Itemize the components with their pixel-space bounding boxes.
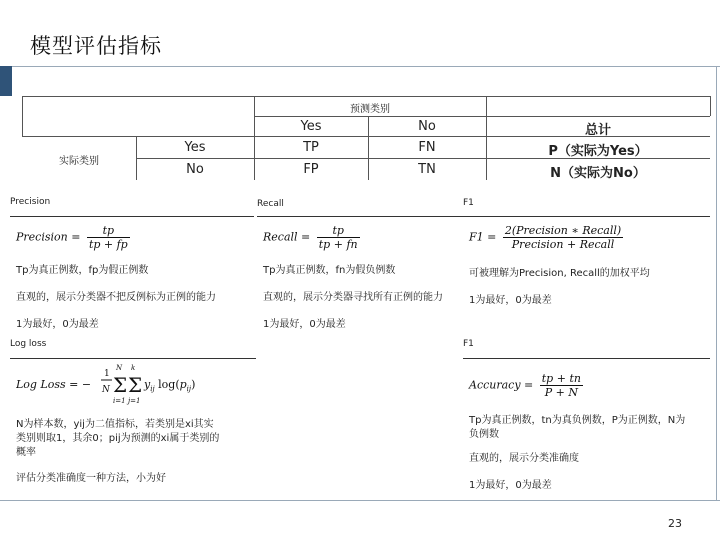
- recall-denominator: tp + fn: [318, 238, 358, 251]
- svg-text:Σ: Σ: [113, 373, 128, 397]
- logloss-rule: [10, 358, 256, 359]
- cell-total-no: N（实际为No）: [550, 166, 646, 181]
- cell-fn: FN: [418, 140, 436, 155]
- cell-tn: TN: [418, 162, 436, 177]
- f1-numerator: 2(Precision ∗ Recall): [504, 224, 622, 237]
- header-divider: [0, 66, 720, 67]
- svg-text:N: N: [102, 385, 110, 395]
- f1-denominator: Precision + Recall: [511, 238, 615, 251]
- accent-bar: [0, 66, 12, 96]
- recall-numerator: tp: [317, 224, 360, 238]
- accuracy-note-1: Tp为真正例数，tn为真负例数，P为正例数，N为: [469, 415, 686, 426]
- accuracy-formula-lhs: Accuracy =: [469, 378, 534, 392]
- logloss-label: Log loss: [10, 339, 47, 349]
- recall-note-3: 1为最好，0为最差: [263, 319, 346, 330]
- svg-text:j=1: j=1: [128, 397, 141, 405]
- f1-formula-lhs: F1 =: [469, 230, 497, 244]
- footer-divider: [0, 500, 720, 501]
- logloss-note-2: 类别则取1，其余0；pij为预测的xi属于类别的: [16, 433, 220, 444]
- recall-formula: [263, 224, 360, 251]
- row-yes-header: Yes: [184, 140, 206, 155]
- accuracy-rule: [463, 358, 710, 359]
- precision-label: Precision: [10, 197, 51, 207]
- accuracy-note-3: 直观的，展示分类准确度: [469, 453, 579, 464]
- f1-note-2: 1为最好，0为最差: [469, 295, 552, 306]
- page-number: 23: [668, 517, 682, 530]
- svg-text:yij log(pij): $y_{ij}$ $\log(p_{ij})$: [144, 378, 196, 393]
- accuracy-note-4: 1为最好，0为最差: [469, 480, 552, 491]
- cell-total-yes: P（实际为Yes）: [548, 144, 648, 159]
- col-no-header: No: [418, 119, 436, 134]
- recall-rule: [257, 216, 463, 217]
- recall-formula-lhs: Recall =: [263, 230, 311, 244]
- precision-note-2: 直观的，展示分类器不把反例标为正例的能力: [16, 292, 216, 303]
- svg-text:1: 1: [104, 369, 110, 379]
- accuracy-numerator: tp + tn: [541, 372, 581, 385]
- recall-label: Recall: [257, 199, 284, 209]
- svg-text:i=1: i=1: [113, 397, 126, 405]
- f1-rule: [463, 216, 710, 217]
- logloss-note-1: N为样本数，yij为二值指标，若类别是xi其实: [16, 419, 214, 430]
- svg-text:N: N: [116, 364, 123, 372]
- page-title: 模型评估指标: [30, 34, 162, 58]
- accuracy-label: F1: [463, 339, 474, 349]
- f1-label: F1: [463, 198, 474, 208]
- col-total-header: 总计: [584, 123, 611, 138]
- precision-denominator: tp + fp: [88, 238, 128, 251]
- precision-formula-lhs: Precision =: [16, 230, 81, 244]
- precision-formula: [16, 224, 130, 251]
- precision-numerator: tp: [87, 224, 130, 238]
- recall-note-2: 直观的，展示分类器寻找所有正例的能力: [263, 292, 443, 303]
- actual-class-header: 实际类别: [59, 156, 99, 167]
- precision-rule: [10, 216, 254, 217]
- row-no-header: No: [186, 162, 204, 177]
- f1-formula: [469, 224, 623, 251]
- recall-note-1: Tp为真正例数，fn为假负例数: [263, 265, 396, 276]
- precision-note-3: 1为最好，0为最差: [16, 319, 99, 330]
- svg-text:k: k: [131, 364, 136, 372]
- f1-note-1: 可被理解为Precision, Recall的加权平均: [469, 268, 650, 279]
- right-divider: [716, 66, 717, 500]
- col-yes-header: Yes: [300, 119, 322, 134]
- logloss-formula: [16, 362, 216, 412]
- logloss-note-4: 评估分类准确度一种方法，小为好: [16, 473, 166, 484]
- precision-note-1: Tp为真正例数，fp为假正例数: [16, 265, 149, 276]
- logloss-formula-graphic: [16, 362, 216, 408]
- svg-text:Σ: Σ: [128, 373, 143, 397]
- accuracy-note-2: 负例数: [469, 429, 499, 440]
- logloss-note-3: 概率: [16, 447, 36, 458]
- predicted-class-header: 预测类别: [350, 104, 390, 115]
- svg-text:Log Loss = −: Log Loss = −: [16, 378, 92, 391]
- cell-tp: TP: [303, 140, 319, 155]
- accuracy-denominator: P + N: [544, 386, 578, 399]
- accuracy-formula: [469, 372, 583, 399]
- cell-fp: FP: [303, 162, 319, 177]
